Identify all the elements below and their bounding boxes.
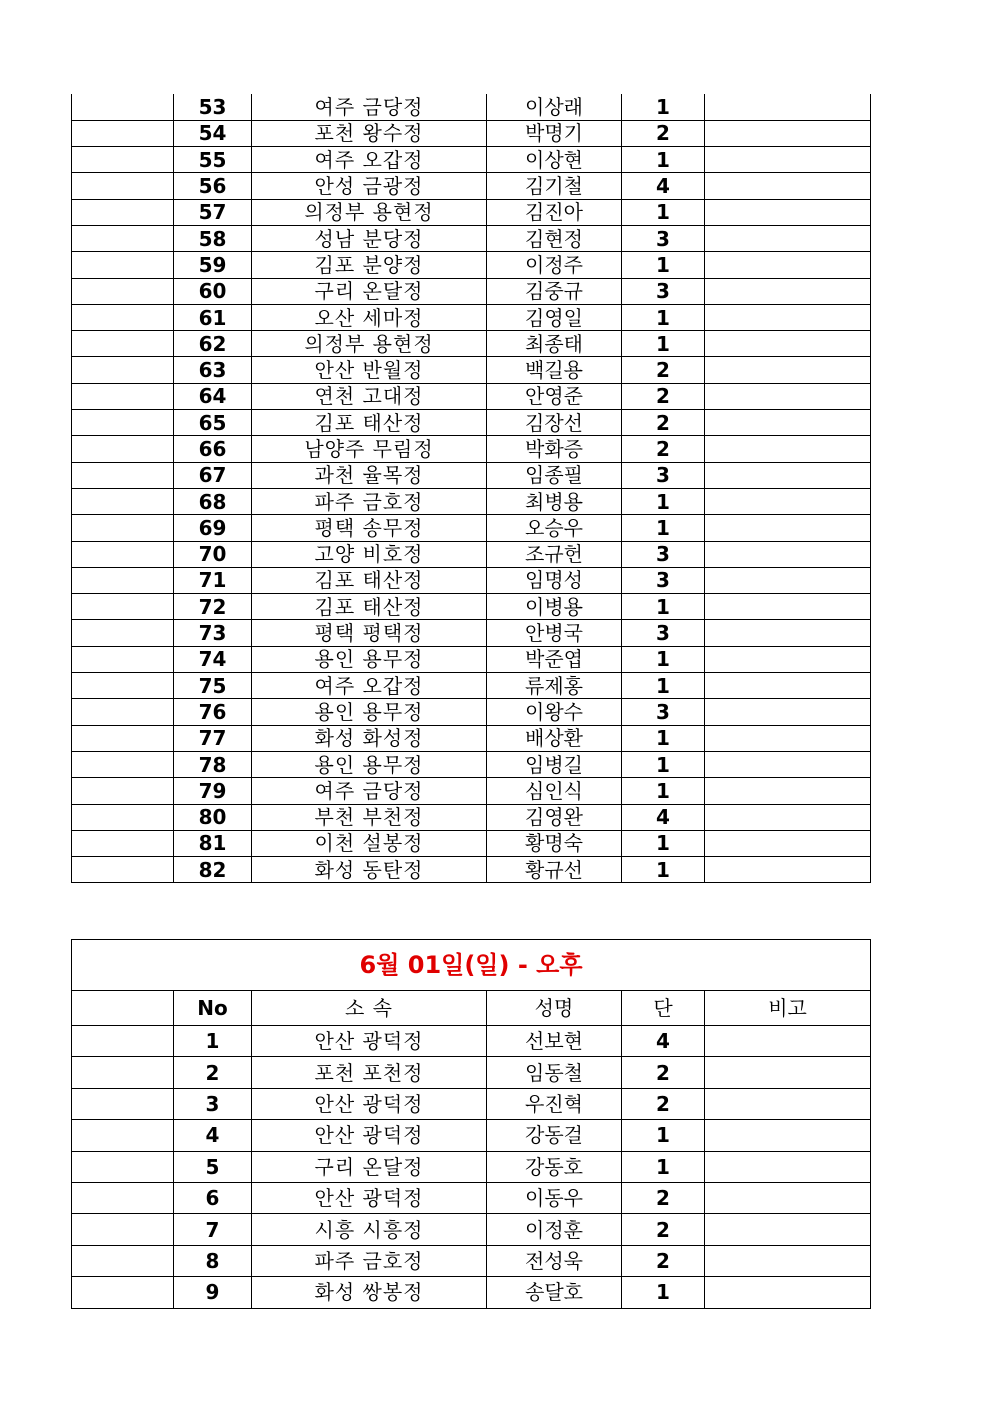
name-cell: 박명기 — [487, 120, 622, 146]
no-cell: 61 — [174, 304, 252, 330]
participants-table-continued — [71, 94, 871, 883]
dan-cell: 3 — [622, 567, 705, 593]
no-cell: 65 — [174, 410, 252, 436]
header-affiliation: 소 속 — [252, 991, 487, 1026]
blank-cell — [72, 515, 174, 541]
blank-cell — [72, 462, 174, 488]
table-row — [72, 94, 871, 120]
affiliation-cell: 포천 포천정 — [252, 1057, 487, 1088]
affiliation-cell: 안성 금광정 — [252, 173, 487, 199]
table-row — [72, 304, 871, 330]
header-name: 성명 — [487, 991, 622, 1026]
blank-cell — [72, 147, 174, 173]
affiliation-cell: 파주 금호정 — [252, 1245, 487, 1276]
dan-cell: 3 — [622, 225, 705, 251]
table-row — [72, 751, 871, 777]
dan-cell: 1 — [622, 488, 705, 514]
name-cell: 이정주 — [487, 252, 622, 278]
dan-cell: 2 — [622, 1214, 705, 1245]
blank-cell — [72, 1214, 174, 1245]
dan-cell: 1 — [622, 857, 705, 883]
affiliation-cell: 김포 태산정 — [252, 594, 487, 620]
affiliation-cell: 여주 금당정 — [252, 94, 487, 120]
affiliation-cell: 평택 평택정 — [252, 620, 487, 646]
note-cell — [705, 857, 871, 883]
table-row — [72, 410, 871, 436]
table-row — [72, 199, 871, 225]
table-row — [72, 673, 871, 699]
name-cell: 김장선 — [487, 410, 622, 436]
note-cell — [705, 488, 871, 514]
affiliation-cell: 화성 쌍봉정 — [252, 1277, 487, 1308]
dan-cell: 1 — [622, 252, 705, 278]
name-cell: 이동우 — [487, 1182, 622, 1213]
affiliation-cell: 오산 세마정 — [252, 304, 487, 330]
dan-cell: 3 — [622, 462, 705, 488]
note-cell — [705, 1120, 871, 1151]
header-note: 비고 — [705, 991, 871, 1026]
dan-cell: 3 — [622, 620, 705, 646]
afternoon-session-table-body — [72, 940, 871, 1309]
dan-cell: 2 — [622, 436, 705, 462]
blank-cell — [72, 383, 174, 409]
name-cell: 김영일 — [487, 304, 622, 330]
affiliation-cell: 성남 분당정 — [252, 225, 487, 251]
blank-cell — [72, 1277, 174, 1308]
name-cell: 김기철 — [487, 173, 622, 199]
table-row — [72, 488, 871, 514]
note-cell — [705, 304, 871, 330]
table-row — [72, 804, 871, 830]
name-cell: 박준엽 — [487, 646, 622, 672]
no-cell: 7 — [174, 1214, 252, 1245]
blank-cell — [72, 751, 174, 777]
no-cell: 76 — [174, 699, 252, 725]
affiliation-cell: 안산 광덕정 — [252, 1026, 487, 1057]
table-row — [72, 1026, 871, 1057]
no-cell: 75 — [174, 673, 252, 699]
name-cell: 김현정 — [487, 225, 622, 251]
blank-cell — [72, 830, 174, 856]
no-cell: 74 — [174, 646, 252, 672]
note-cell — [705, 199, 871, 225]
note-cell — [705, 1026, 871, 1057]
name-cell: 김진아 — [487, 199, 622, 225]
no-cell: 57 — [174, 199, 252, 225]
no-cell: 3 — [174, 1088, 252, 1119]
dan-cell: 2 — [622, 357, 705, 383]
blank-cell — [72, 725, 174, 751]
note-cell — [705, 225, 871, 251]
blank-cell — [72, 778, 174, 804]
note-cell — [705, 1088, 871, 1119]
name-cell: 이상현 — [487, 147, 622, 173]
note-cell — [705, 436, 871, 462]
dan-cell: 2 — [622, 1182, 705, 1213]
dan-cell: 2 — [622, 1057, 705, 1088]
header-blank — [72, 991, 174, 1026]
note-cell — [705, 751, 871, 777]
no-cell: 68 — [174, 488, 252, 514]
affiliation-cell: 용인 용무정 — [252, 646, 487, 672]
affiliation-cell: 과천 율목정 — [252, 462, 487, 488]
no-cell: 81 — [174, 830, 252, 856]
table-row — [72, 147, 871, 173]
afternoon-session-table — [71, 939, 871, 1309]
no-cell: 60 — [174, 278, 252, 304]
affiliation-cell: 용인 용무정 — [252, 699, 487, 725]
no-cell: 62 — [174, 331, 252, 357]
affiliation-cell: 안산 광덕정 — [252, 1182, 487, 1213]
affiliation-cell: 이천 설봉정 — [252, 830, 487, 856]
affiliation-cell: 화성 화성정 — [252, 725, 487, 751]
name-cell: 황명숙 — [487, 830, 622, 856]
name-cell: 최종태 — [487, 331, 622, 357]
blank-cell — [72, 173, 174, 199]
dan-cell: 1 — [622, 778, 705, 804]
table-row — [72, 1277, 871, 1308]
affiliation-cell: 고양 비호정 — [252, 541, 487, 567]
name-cell: 배상환 — [487, 725, 622, 751]
no-cell: 5 — [174, 1151, 252, 1182]
affiliation-cell: 시흥 시흥정 — [252, 1214, 487, 1245]
blank-cell — [72, 1151, 174, 1182]
table-row — [72, 725, 871, 751]
name-cell: 송달호 — [487, 1277, 622, 1308]
session-title-row — [72, 940, 871, 991]
name-cell: 안영준 — [487, 383, 622, 409]
name-cell: 백길용 — [487, 357, 622, 383]
no-cell: 8 — [174, 1245, 252, 1276]
blank-cell — [72, 567, 174, 593]
no-cell: 79 — [174, 778, 252, 804]
affiliation-cell: 화성 동탄정 — [252, 857, 487, 883]
dan-cell: 1 — [622, 94, 705, 120]
name-cell: 류제홍 — [487, 673, 622, 699]
blank-cell — [72, 278, 174, 304]
note-cell — [705, 120, 871, 146]
no-cell: 54 — [174, 120, 252, 146]
dan-cell: 1 — [622, 646, 705, 672]
name-cell: 오승우 — [487, 515, 622, 541]
no-cell: 4 — [174, 1120, 252, 1151]
affiliation-cell: 안산 광덕정 — [252, 1088, 487, 1119]
dan-cell: 1 — [622, 331, 705, 357]
dan-cell: 1 — [622, 1151, 705, 1182]
dan-cell: 4 — [622, 1026, 705, 1057]
note-cell — [705, 620, 871, 646]
table-row — [72, 594, 871, 620]
blank-cell — [72, 541, 174, 567]
name-cell: 김중규 — [487, 278, 622, 304]
affiliation-cell: 포천 왕수정 — [252, 120, 487, 146]
no-cell: 9 — [174, 1277, 252, 1308]
table-row — [72, 383, 871, 409]
affiliation-cell: 여주 오갑정 — [252, 673, 487, 699]
affiliation-cell: 안산 반월정 — [252, 357, 487, 383]
blank-cell — [72, 1245, 174, 1276]
no-cell: 58 — [174, 225, 252, 251]
affiliation-cell: 김포 분양정 — [252, 252, 487, 278]
no-cell: 72 — [174, 594, 252, 620]
table-row — [72, 462, 871, 488]
blank-cell — [72, 1088, 174, 1119]
blank-cell — [72, 410, 174, 436]
dan-cell: 2 — [622, 1245, 705, 1276]
name-cell: 임병길 — [487, 751, 622, 777]
blank-cell — [72, 857, 174, 883]
table-row — [72, 515, 871, 541]
no-cell: 63 — [174, 357, 252, 383]
name-cell: 황규선 — [487, 857, 622, 883]
affiliation-cell: 김포 태산정 — [252, 567, 487, 593]
name-cell: 이정훈 — [487, 1214, 622, 1245]
note-cell — [705, 252, 871, 278]
blank-cell — [72, 199, 174, 225]
dan-cell: 3 — [622, 699, 705, 725]
name-cell: 최병용 — [487, 488, 622, 514]
affiliation-cell: 김포 태산정 — [252, 410, 487, 436]
session-title: 6월 01일(일) - 오후 — [72, 940, 871, 991]
name-cell: 전성욱 — [487, 1245, 622, 1276]
table-row — [72, 1057, 871, 1088]
affiliation-cell: 파주 금호정 — [252, 488, 487, 514]
no-cell: 77 — [174, 725, 252, 751]
blank-cell — [72, 436, 174, 462]
table-row — [72, 1088, 871, 1119]
no-cell: 2 — [174, 1057, 252, 1088]
table-row — [72, 541, 871, 567]
dan-cell: 1 — [622, 1277, 705, 1308]
table-row — [72, 252, 871, 278]
table-row — [72, 646, 871, 672]
blank-cell — [72, 331, 174, 357]
note-cell — [705, 594, 871, 620]
no-cell: 73 — [174, 620, 252, 646]
note-cell — [705, 830, 871, 856]
dan-cell: 2 — [622, 383, 705, 409]
table-row — [72, 357, 871, 383]
note-cell — [705, 357, 871, 383]
table-row — [72, 567, 871, 593]
name-cell: 임종필 — [487, 462, 622, 488]
note-cell — [705, 147, 871, 173]
note-cell — [705, 278, 871, 304]
name-cell: 우진혁 — [487, 1088, 622, 1119]
affiliation-cell: 용인 용무정 — [252, 751, 487, 777]
note-cell — [705, 173, 871, 199]
affiliation-cell: 평택 송무정 — [252, 515, 487, 541]
note-cell — [705, 1182, 871, 1213]
dan-cell: 2 — [622, 410, 705, 436]
affiliation-cell: 여주 오갑정 — [252, 147, 487, 173]
dan-cell: 1 — [622, 751, 705, 777]
name-cell: 이상래 — [487, 94, 622, 120]
no-cell: 53 — [174, 94, 252, 120]
note-cell — [705, 1277, 871, 1308]
table-row — [72, 436, 871, 462]
blank-cell — [72, 304, 174, 330]
dan-cell: 3 — [622, 278, 705, 304]
no-cell: 64 — [174, 383, 252, 409]
table-row — [72, 1151, 871, 1182]
table-row — [72, 778, 871, 804]
dan-cell: 1 — [622, 515, 705, 541]
affiliation-cell: 구리 온달정 — [252, 278, 487, 304]
affiliation-cell: 연천 고대정 — [252, 383, 487, 409]
name-cell: 안병국 — [487, 620, 622, 646]
affiliation-cell: 안산 광덕정 — [252, 1120, 487, 1151]
table-row — [72, 830, 871, 856]
header-dan: 단 — [622, 991, 705, 1026]
blank-cell — [72, 646, 174, 672]
no-cell: 82 — [174, 857, 252, 883]
note-cell — [705, 1245, 871, 1276]
note-cell — [705, 646, 871, 672]
note-cell — [705, 673, 871, 699]
no-cell: 67 — [174, 462, 252, 488]
table-row — [72, 225, 871, 251]
blank-cell — [72, 804, 174, 830]
table-row — [72, 278, 871, 304]
affiliation-cell: 의정부 용현정 — [252, 199, 487, 225]
dan-cell: 4 — [622, 804, 705, 830]
blank-cell — [72, 594, 174, 620]
note-cell — [705, 515, 871, 541]
blank-cell — [72, 357, 174, 383]
table-row — [72, 120, 871, 146]
no-cell: 1 — [174, 1026, 252, 1057]
blank-cell — [72, 620, 174, 646]
table-row — [72, 173, 871, 199]
blank-cell — [72, 488, 174, 514]
dan-cell: 2 — [622, 1088, 705, 1119]
name-cell: 김영완 — [487, 804, 622, 830]
note-cell — [705, 778, 871, 804]
blank-cell — [72, 94, 174, 120]
name-cell: 강동걸 — [487, 1120, 622, 1151]
blank-cell — [72, 1026, 174, 1057]
table-row — [72, 1214, 871, 1245]
table-row — [72, 1120, 871, 1151]
affiliation-cell: 남양주 무림정 — [252, 436, 487, 462]
name-cell: 선보현 — [487, 1026, 622, 1057]
affiliation-cell: 부천 부천정 — [252, 804, 487, 830]
note-cell — [705, 541, 871, 567]
table-row — [72, 857, 871, 883]
no-cell: 69 — [174, 515, 252, 541]
no-cell: 55 — [174, 147, 252, 173]
blank-cell — [72, 225, 174, 251]
dan-cell: 1 — [622, 594, 705, 620]
note-cell — [705, 462, 871, 488]
affiliation-cell: 의정부 용현정 — [252, 331, 487, 357]
table-row — [72, 620, 871, 646]
affiliation-cell: 구리 온달정 — [252, 1151, 487, 1182]
dan-cell: 1 — [622, 147, 705, 173]
dan-cell: 3 — [622, 541, 705, 567]
blank-cell — [72, 1120, 174, 1151]
no-cell: 80 — [174, 804, 252, 830]
note-cell — [705, 410, 871, 436]
dan-cell: 1 — [622, 673, 705, 699]
header-no: No — [174, 991, 252, 1026]
blank-cell — [72, 1057, 174, 1088]
no-cell: 71 — [174, 567, 252, 593]
table-row — [72, 331, 871, 357]
blank-cell — [72, 1182, 174, 1213]
dan-cell: 1 — [622, 830, 705, 856]
no-cell: 78 — [174, 751, 252, 777]
note-cell — [705, 804, 871, 830]
name-cell: 심인식 — [487, 778, 622, 804]
table-row — [72, 1245, 871, 1276]
affiliation-cell: 여주 금당정 — [252, 778, 487, 804]
dan-cell: 1 — [622, 199, 705, 225]
no-cell: 59 — [174, 252, 252, 278]
dan-cell: 1 — [622, 725, 705, 751]
dan-cell: 4 — [622, 173, 705, 199]
note-cell — [705, 383, 871, 409]
name-cell: 임명성 — [487, 567, 622, 593]
name-cell: 이병용 — [487, 594, 622, 620]
no-cell: 70 — [174, 541, 252, 567]
name-cell: 이왕수 — [487, 699, 622, 725]
dan-cell: 2 — [622, 120, 705, 146]
name-cell: 박화증 — [487, 436, 622, 462]
note-cell — [705, 1057, 871, 1088]
blank-cell — [72, 699, 174, 725]
table-row — [72, 1182, 871, 1213]
note-cell — [705, 1214, 871, 1245]
note-cell — [705, 567, 871, 593]
name-cell: 조규헌 — [487, 541, 622, 567]
dan-cell: 1 — [622, 304, 705, 330]
note-cell — [705, 699, 871, 725]
table-row — [72, 699, 871, 725]
dan-cell: 1 — [622, 1120, 705, 1151]
blank-cell — [72, 252, 174, 278]
blank-cell — [72, 673, 174, 699]
name-cell: 강동호 — [487, 1151, 622, 1182]
no-cell: 66 — [174, 436, 252, 462]
column-header-row — [72, 991, 871, 1026]
no-cell: 56 — [174, 173, 252, 199]
note-cell — [705, 725, 871, 751]
no-cell: 6 — [174, 1182, 252, 1213]
participants-table-body — [72, 94, 871, 883]
note-cell — [705, 94, 871, 120]
note-cell — [705, 1151, 871, 1182]
name-cell: 임동철 — [487, 1057, 622, 1088]
note-cell — [705, 331, 871, 357]
blank-cell — [72, 120, 174, 146]
